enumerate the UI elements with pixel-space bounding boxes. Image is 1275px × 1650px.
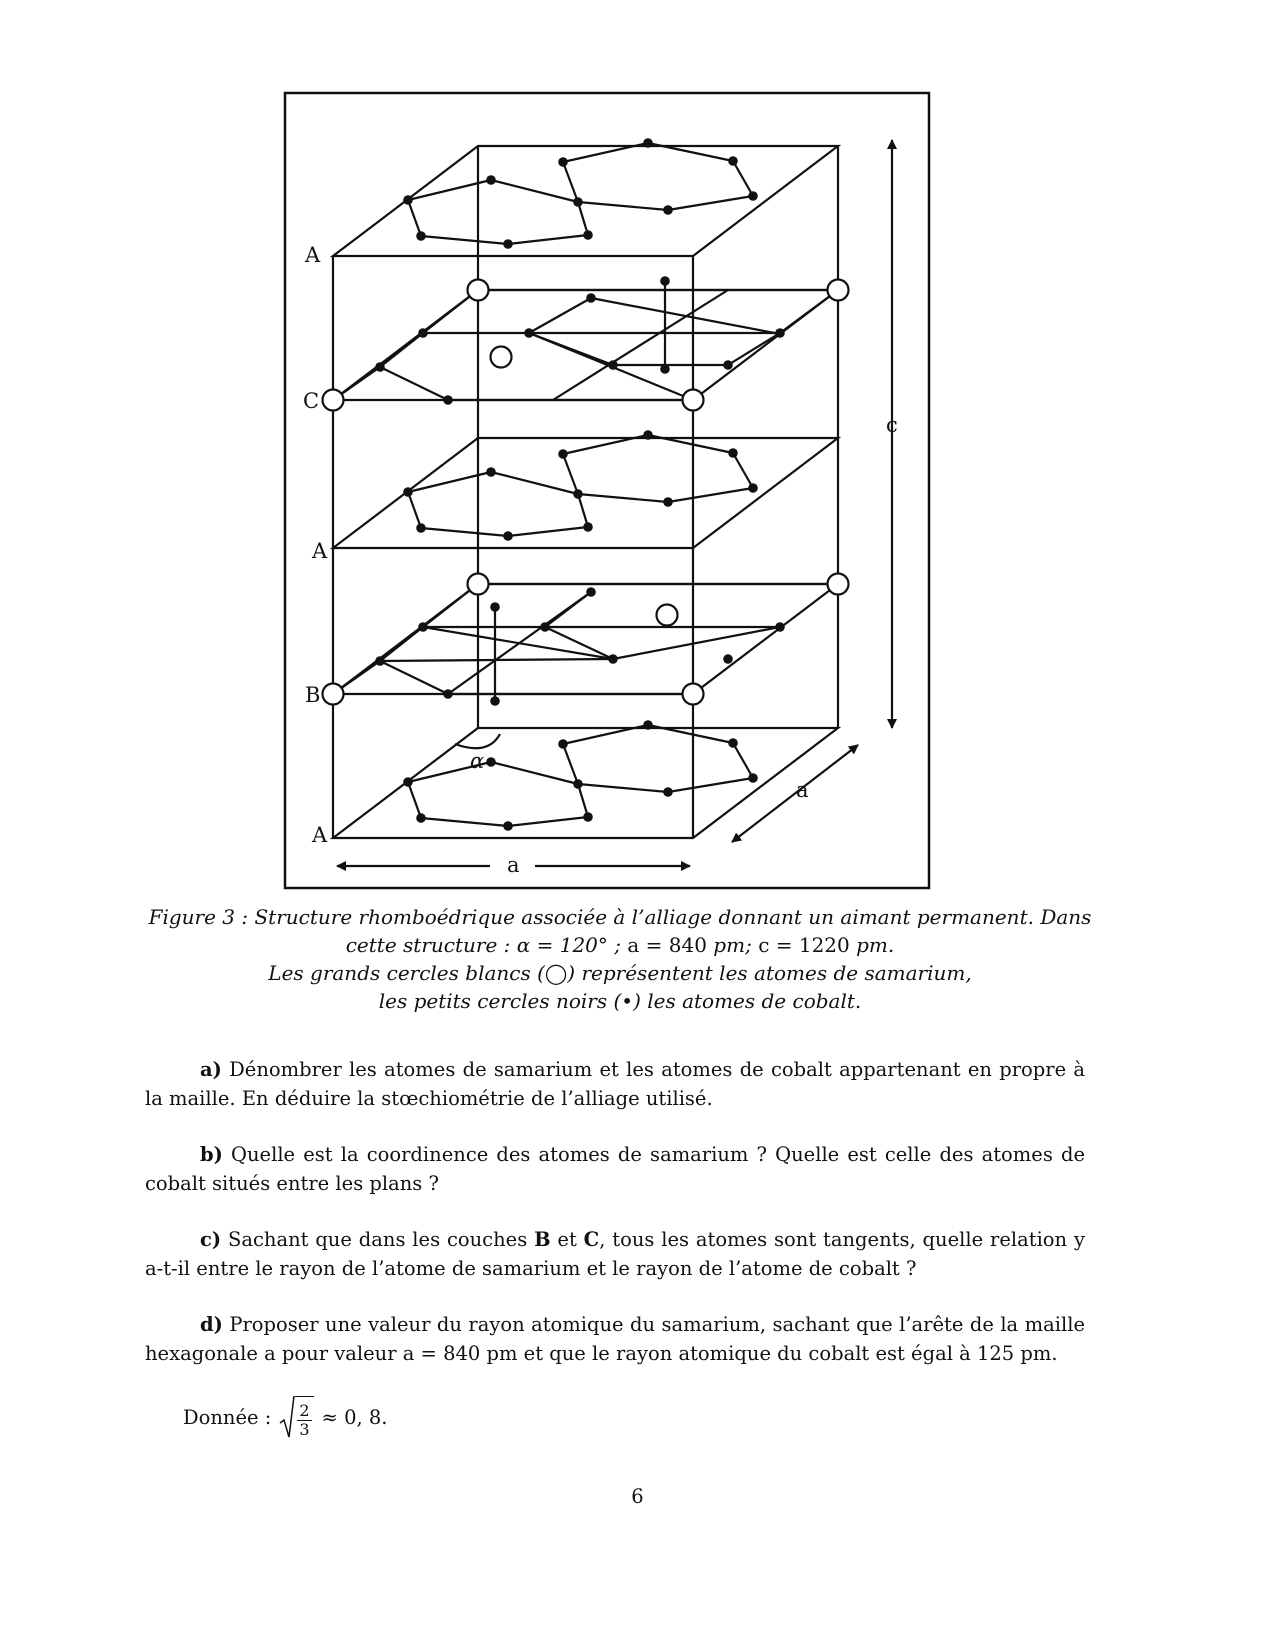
structure-edge-15	[578, 494, 588, 527]
cobalt-atom-52	[490, 602, 500, 612]
cobalt-atom-3	[573, 197, 583, 207]
cobalt-atom-19	[643, 430, 653, 440]
samarium-atom-4	[468, 280, 489, 301]
cobalt-atom-38	[524, 328, 534, 338]
cobalt-atom-36	[443, 395, 453, 405]
caption-line-2: cette structure : α = 120° ; a = 840 pm; c = 1220 pm.	[345, 933, 895, 957]
figure-caption	[120, 903, 1120, 1015]
cobalt-atom-15	[583, 522, 593, 532]
cobalt-atom-23	[403, 777, 413, 787]
structure-edge-19	[563, 454, 578, 494]
structure-edge-18	[408, 492, 421, 528]
cobalt-atom-25	[573, 779, 583, 789]
structure-edge-16	[508, 527, 588, 536]
cobalt-atom-35	[418, 328, 428, 338]
cobalt-atom-7	[558, 157, 568, 167]
cobalt-atom-11	[663, 205, 673, 215]
question-b-label: b)	[200, 1143, 223, 1166]
cobalt-atom-33	[663, 787, 673, 797]
caption-line-3: Les grands cercles blancs (◯) représentent les atomes de samarium,	[268, 961, 972, 985]
cobalt-atom-1	[403, 195, 413, 205]
layer-label-top-A: A	[305, 243, 321, 267]
cobalt-atom-46	[540, 622, 550, 632]
structure-edge-45	[529, 298, 591, 333]
structure-edge-22	[733, 453, 753, 488]
layer-label-mid-A: A	[312, 539, 328, 563]
question-d: d) Proposer une valeur du rayon atomique du samarium, sachant que l’arête de la maille hexagonale a pour valeur a = 840 pm et que le rayon atomique du cobalt est égal à 125 pm.	[145, 1313, 1085, 1365]
samarium-atom-1	[323, 390, 344, 411]
samarium-symbol: ◯	[544, 961, 568, 985]
cobalt-atom-31	[728, 738, 738, 748]
cobalt-atom-6	[416, 231, 426, 241]
samarium-atom-3	[828, 280, 849, 301]
samarium-atom-7	[828, 574, 849, 595]
cobalt-atom-9	[728, 156, 738, 166]
samarium-atom-10	[657, 605, 678, 626]
structure-edge-29	[421, 818, 508, 826]
structure-edge-2	[491, 180, 578, 202]
cobalt-atom-39	[608, 360, 618, 370]
structure-edge-12	[578, 202, 668, 210]
cobalt-atom-14	[573, 489, 583, 499]
cobalt-atom-18	[558, 449, 568, 459]
layer-label-bottom-A: A	[312, 823, 328, 847]
cobalt-atom-5	[503, 239, 513, 249]
cobalt-atom-26	[583, 812, 593, 822]
structure-edge-35	[668, 778, 753, 792]
structure-edge-7	[563, 162, 578, 202]
cobalt-atom-41	[775, 328, 785, 338]
samarium-atom-5	[323, 684, 344, 705]
structure-edge-4	[508, 235, 588, 244]
figure-frame	[285, 93, 929, 888]
structure-edge-36	[578, 784, 668, 792]
cobalt-atom-28	[416, 813, 426, 823]
alpha-label: α	[470, 749, 485, 773]
sqrt-expression	[279, 1395, 313, 1439]
structure-edge-34	[733, 743, 753, 778]
fraction: $\frac{2}{3}$	[299, 1400, 310, 1439]
cobalt-atom-21	[748, 483, 758, 493]
structure-edge-10	[733, 161, 753, 196]
cobalt-atom-47	[608, 654, 618, 664]
cobalt-atom-17	[416, 523, 426, 533]
cobalt-atom-53	[490, 696, 500, 706]
cobalt-symbol: •	[621, 989, 634, 1013]
caption-line-4: les petits cercles noirs (•) les atomes de cobalt.	[378, 989, 862, 1013]
question-a-label: a)	[200, 1058, 222, 1081]
cobalt-atom-51	[660, 364, 670, 374]
c-dimension-label: c	[886, 413, 898, 437]
samarium-atom-6	[683, 684, 704, 705]
structure-edge-53	[380, 627, 423, 661]
question-a: a) Dénombrer les atomes de samarium et les atomes de cobalt appartenant en propre à la maille. En déduire la stœchiométrie de l’alliage utilisé.	[145, 1058, 1085, 1110]
cobalt-atom-48	[723, 654, 733, 664]
structure-edge-11	[668, 196, 753, 210]
a-diagonal-label: a	[796, 778, 809, 802]
question-d-label: d)	[200, 1313, 223, 1336]
cobalt-atom-20	[728, 448, 738, 458]
cobalt-atom-4	[583, 230, 593, 240]
layer-label-C: C	[303, 389, 320, 413]
structure-edge-64	[423, 627, 613, 659]
samarium-atom-9	[491, 347, 512, 368]
structure-edge-28	[508, 817, 588, 826]
cobalt-atom-30	[643, 720, 653, 730]
cobalt-atom-37	[586, 293, 596, 303]
structure-edge-38	[380, 333, 423, 367]
structure-edge-62	[613, 627, 780, 659]
structure-edge-55	[380, 661, 448, 694]
cobalt-atom-24	[486, 757, 496, 767]
question-c-label: c)	[200, 1228, 222, 1251]
structure-edge-31	[563, 744, 578, 784]
cobalt-atom-27	[503, 821, 513, 831]
cobalt-atom-44	[443, 689, 453, 699]
cobalt-atom-22	[663, 497, 673, 507]
cobalt-atom-34	[375, 362, 385, 372]
structure-edge-24	[578, 494, 668, 502]
structure-edge-5	[421, 236, 508, 244]
cobalt-atom-43	[418, 622, 428, 632]
layer-label-B: B	[305, 683, 321, 707]
question-c: c) Sachant que dans les couches B et C, tous les atomes sont tangents, quelle relation y a-t-il entre le rayon de l’atome de samarium et le rayon de l’atome de cobalt ?	[145, 1228, 1085, 1280]
structure-edge-26	[491, 762, 578, 784]
cobalt-atom-10	[748, 191, 758, 201]
cobalt-atom-32	[748, 773, 758, 783]
cobalt-atom-45	[586, 587, 596, 597]
structure-edge-40	[380, 367, 448, 400]
given-label: Donnée :	[183, 1405, 272, 1429]
cobalt-atom-29	[558, 739, 568, 749]
structure-edge-48	[728, 333, 780, 365]
cobalt-atom-8	[643, 138, 653, 148]
structure-edge-27	[578, 784, 588, 817]
structure-edge-14	[491, 472, 578, 494]
samarium-atom-8	[468, 574, 489, 595]
structure-edge-23	[668, 488, 753, 502]
structure-edge-30	[408, 782, 421, 818]
cobalt-atom-12	[403, 487, 413, 497]
page-number: 6	[631, 1485, 644, 1508]
cobalt-atom-42	[375, 656, 385, 666]
given-approx: ≈ 0, 8.	[321, 1405, 388, 1429]
cobalt-atom-50	[660, 276, 670, 286]
structure-edge-3	[578, 202, 588, 235]
question-b: b) Quelle est la coordinence des atomes de samarium ? Quelle est celle des atomes de cobalt situés entre les plans ?	[145, 1143, 1085, 1195]
cobalt-atom-13	[486, 467, 496, 477]
structure-edge-6	[408, 200, 421, 236]
cobalt-atom-2	[486, 175, 496, 185]
cobalt-atom-49	[775, 622, 785, 632]
structure-edge-17	[421, 528, 508, 536]
given-data	[183, 1395, 387, 1439]
cobalt-atom-16	[503, 531, 513, 541]
a-bottom-label: a	[507, 853, 520, 877]
cobalt-atom-40	[723, 360, 733, 370]
caption-line-1: Figure 3 : Structure rhomboédrique associée à l’alliage donnant un aimant permanent. Dans	[148, 905, 1092, 929]
samarium-atom-2	[683, 390, 704, 411]
